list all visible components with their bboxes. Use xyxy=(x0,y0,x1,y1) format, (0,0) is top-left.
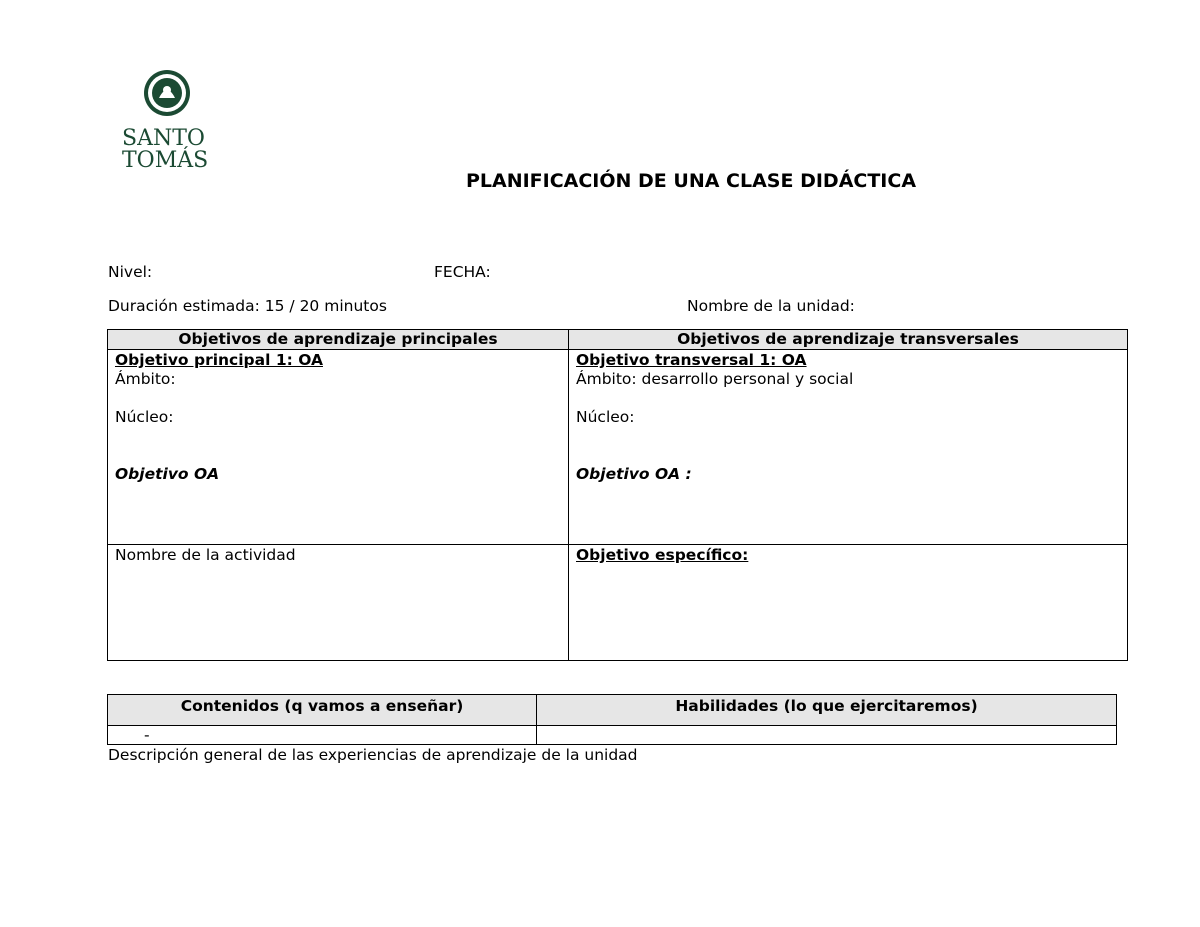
activity-label: Nombre de la actividad xyxy=(115,546,296,564)
contenidos-cell[interactable] xyxy=(108,726,537,745)
seal-icon xyxy=(142,68,192,118)
page-title: PLANIFICACIÓN DE UNA CLASE DIDÁCTICA xyxy=(465,170,917,192)
transversal-ambito: Ámbito: desarrollo personal y social xyxy=(576,370,854,388)
header-contenidos: Contenidos (q vamos a enseñar) xyxy=(108,695,537,726)
unidad-label: Nombre de la unidad: xyxy=(687,297,855,315)
transversal-cell[interactable] xyxy=(569,350,1128,545)
objectives-table xyxy=(107,329,1128,661)
principal-ambito: Ámbito: xyxy=(115,370,176,388)
description-label: Descripción general de las experiencias de aprendizaje de la unidad xyxy=(108,746,638,764)
logo-wordmark: SANTO TOMÁS xyxy=(122,126,209,173)
transversal-heading: Objetivo transversal 1: OA xyxy=(576,351,807,369)
santo-tomas-logo xyxy=(118,68,218,178)
duracion-label: Duración estimada: 15 / 20 minutos xyxy=(108,297,387,315)
header-transversal: Objetivos de aprendizaje transversales xyxy=(569,330,1128,350)
principal-cell[interactable] xyxy=(108,350,569,545)
principal-nucleo: Núcleo: xyxy=(115,408,174,426)
principal-objetivo: Objetivo OA xyxy=(115,465,220,483)
fecha-label: FECHA: xyxy=(434,263,491,281)
header-habilidades: Habilidades (lo que ejercitaremos) xyxy=(537,695,1117,726)
activity-cell[interactable] xyxy=(108,545,569,661)
transversal-objetivo: Objetivo OA : xyxy=(576,465,692,483)
habilidades-cell[interactable] xyxy=(537,726,1117,745)
transversal-nucleo: Núcleo: xyxy=(576,408,635,426)
specific-cell[interactable] xyxy=(569,545,1128,661)
specific-label: Objetivo específico: xyxy=(576,546,749,564)
contents-table xyxy=(107,694,1117,745)
principal-heading: Objetivo principal 1: OA xyxy=(115,351,323,369)
contenidos-item: - xyxy=(144,726,150,744)
header-principal: Objetivos de aprendizaje principales xyxy=(108,330,569,350)
nivel-label: Nivel: xyxy=(108,263,153,281)
